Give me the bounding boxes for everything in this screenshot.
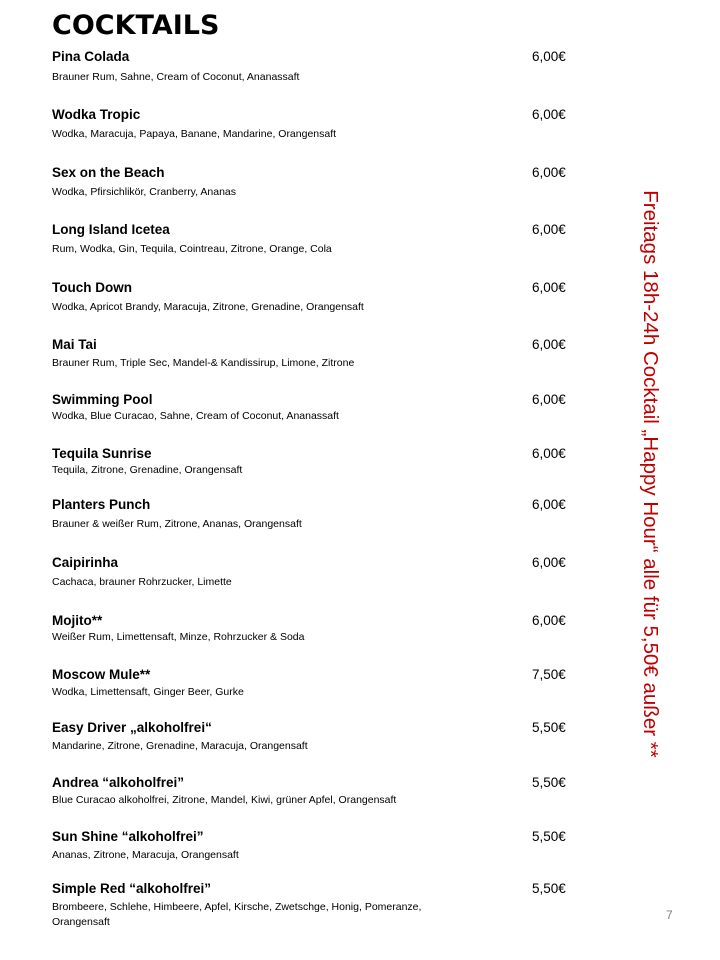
item-price: 6,00€ xyxy=(532,497,566,512)
item-description: Wodka, Limettensaft, Ginger Beer, Gurke xyxy=(52,686,244,698)
item-description: Cachaca, brauner Rohrzucker, Limette xyxy=(52,576,232,588)
item-name: Planters Punch xyxy=(52,497,151,512)
item-price: 7,50€ xyxy=(532,667,566,682)
item-description: Blue Curacao alkoholfrei, Zitrone, Mandel, Kiwi, grüner Apfel, Orangensaft xyxy=(52,794,397,806)
item-price: 5,50€ xyxy=(532,881,566,896)
item-price: 5,50€ xyxy=(532,775,566,790)
item-name: Simple Red “alkoholfrei” xyxy=(52,881,212,896)
item-description: Wodka, Maracuja, Papaya, Banane, Mandarine, Orangensaft xyxy=(52,128,337,140)
item-description: Brauner & weißer Rum, Zitrone, Ananas, Orangensaft xyxy=(52,518,302,530)
item-description: Wodka, Pfirsichlikör, Cranberry, Ananas xyxy=(52,186,237,198)
item-name: Sun Shine “alkoholfrei” xyxy=(52,829,204,844)
item-price: 6,00€ xyxy=(532,49,566,64)
item-price: 6,00€ xyxy=(532,222,566,237)
item-price: 5,50€ xyxy=(532,829,566,844)
page-title: COCKTAILS xyxy=(52,10,220,41)
item-name: Easy Driver „alkoholfrei“ xyxy=(52,720,212,735)
item-description: Brauner Rum, Triple Sec, Mandel-& Kandissirup, Limone, Zitrone xyxy=(52,357,355,369)
item-price: 6,00€ xyxy=(532,555,566,570)
item-name: Caipirinha xyxy=(52,555,119,570)
item-price: 6,00€ xyxy=(532,392,566,407)
item-name: Wodka Tropic xyxy=(52,107,141,122)
item-price: 6,00€ xyxy=(532,107,566,122)
item-name: Sex on the Beach xyxy=(52,165,165,180)
item-name: Moscow Mule** xyxy=(52,667,151,682)
item-description: Ananas, Zitrone, Maracuja, Orangensaft xyxy=(52,849,239,861)
item-description: Wodka, Blue Curacao, Sahne, Cream of Coconut, Ananassaft xyxy=(52,410,339,422)
item-name: Tequila Sunrise xyxy=(52,446,152,461)
item-price: 6,00€ xyxy=(532,280,566,295)
item-description: Tequila, Zitrone, Grenadine, Orangensaft xyxy=(52,464,243,476)
item-name: Swimming Pool xyxy=(52,392,153,407)
happy-hour-promo: Freitags 18h-24h Cocktail „Happy Hour“ alle für 5,50€ außer ** xyxy=(639,190,662,758)
item-price: 6,00€ xyxy=(532,446,566,461)
item-name: Pina Colada xyxy=(52,49,130,64)
item-name: Andrea “alkoholfrei” xyxy=(52,775,185,790)
item-price: 6,00€ xyxy=(532,613,566,628)
item-description: Weißer Rum, Limettensaft, Minze, Rohrzucker & Soda xyxy=(52,631,305,643)
item-description: Rum, Wodka, Gin, Tequila, Cointreau, Zitrone, Orange, Cola xyxy=(52,243,332,255)
item-description: Wodka, Apricot Brandy, Maracuja, Zitrone, Grenadine, Orangensaft xyxy=(52,301,364,313)
page-number: 7 xyxy=(666,908,673,922)
item-description: Mandarine, Zitrone, Grenadine, Maracuja, Orangensaft xyxy=(52,740,308,752)
item-price: 6,00€ xyxy=(532,165,566,180)
item-description: Brombeere, Schlehe, Himbeere, Apfel, Kirsche, Zwetschge, Honig, Pomeranze, Orangensaft xyxy=(52,901,422,928)
item-name: Touch Down xyxy=(52,280,132,295)
item-price: 5,50€ xyxy=(532,720,566,735)
item-name: Mojito** xyxy=(52,613,103,628)
item-description: Brauner Rum, Sahne, Cream of Coconut, Ananassaft xyxy=(52,71,300,83)
item-name: Mai Tai xyxy=(52,337,97,352)
item-price: 6,00€ xyxy=(532,337,566,352)
item-name: Long Island Icetea xyxy=(52,222,170,237)
